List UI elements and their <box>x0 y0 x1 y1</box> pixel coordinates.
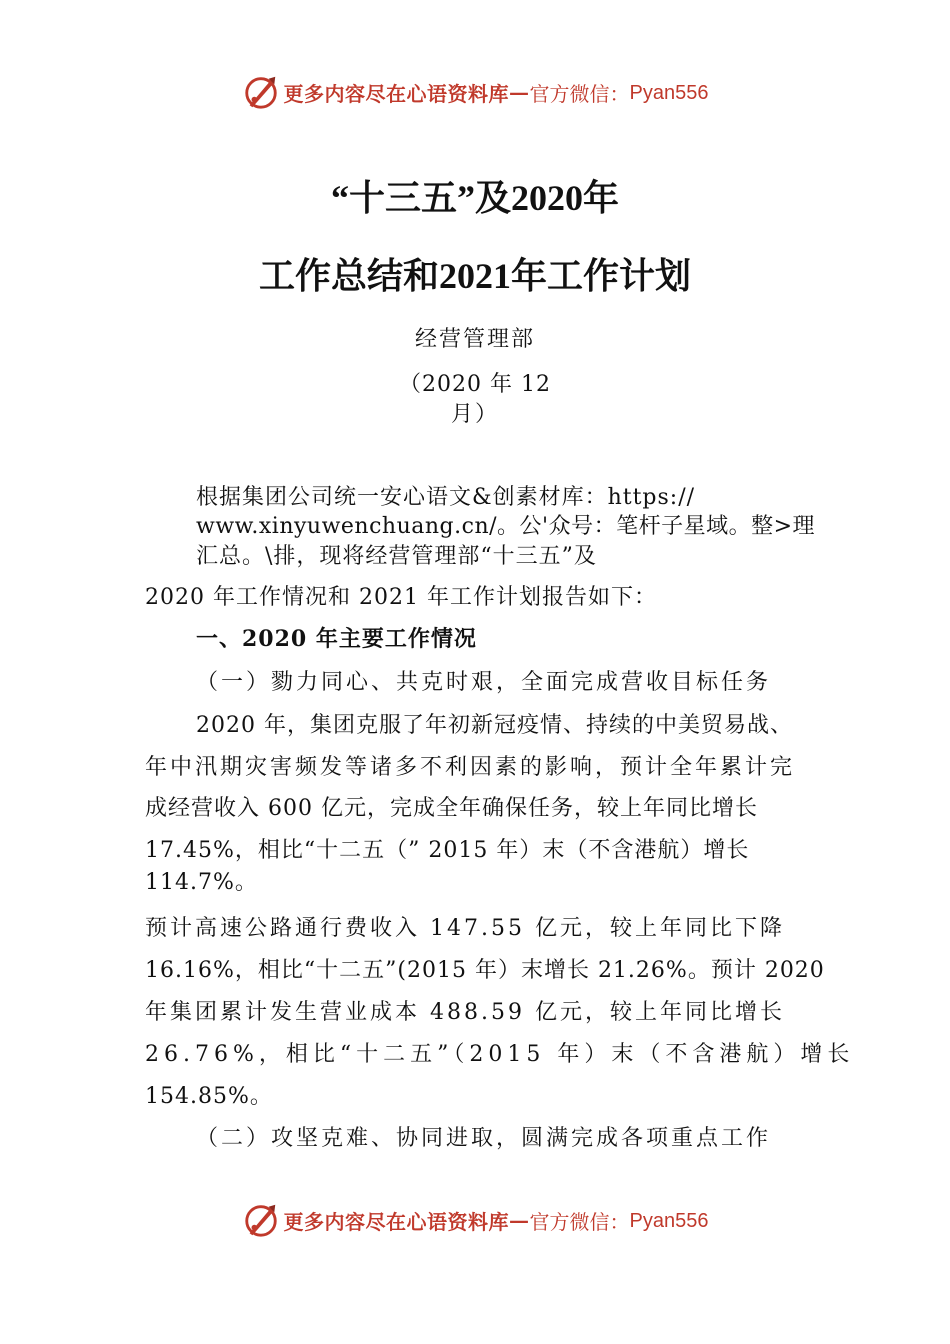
document-title-line-1: “十三五”及2020年 <box>330 178 619 218</box>
intro-line-1: 根据集团公司统一安心语文&创素材库：https:// <box>196 485 696 510</box>
watermark-banner-top <box>0 70 950 114</box>
wechat-id: Pyan556 <box>629 81 709 104</box>
brush-logo-icon <box>242 1201 280 1239</box>
para-2-line-4: 26.76%，相比“十二五”（2015 年）末（不含港航）增长 <box>145 1042 855 1067</box>
brush-logo-icon <box>242 73 280 111</box>
para-1-line-2: 年中汛期灾害频发等诸多不利因素的影响，预计全年累计完 <box>145 755 796 780</box>
para-1-line-3: 成经营收入 600 亿元，完成全年确保任务，较上年同比增长 <box>145 796 758 821</box>
wechat-id: Pyan556 <box>629 1209 709 1232</box>
intro-line-4: 2020 年工作情况和 2021 年工作计划报告如下： <box>145 585 657 610</box>
document-title-line-2: 工作总结和2021年工作计划 <box>258 256 691 296</box>
subsection-1-heading: （一）勠力同心、共克时艰，全面完成营收目标任务 <box>196 670 772 695</box>
watermark-text: 更多内容尽在心语资料库 <box>283 1209 510 1234</box>
para-2-line-3: 年集团累计发生营业成本 488.59 亿元，较上年同比增长 <box>145 1000 785 1025</box>
subsection-2-heading: （二）攻坚克难、协同进取，圆满完成各项重点工作 <box>196 1126 772 1151</box>
wechat-label: 官方微信： <box>529 1209 630 1234</box>
watermark-text: 更多内容尽在心语资料库 <box>283 81 510 106</box>
section-1-heading: 一、2020 年主要工作情况 <box>196 626 477 652</box>
intro-line-3: 汇总。\排，现将经营管理部“十三五”及 <box>196 544 597 569</box>
para-1-line-4: 17.45%，相比“十二五（” 2015 年）末（不含港航）增长 <box>145 838 750 863</box>
department-name: 经营管理部 <box>414 327 535 352</box>
para-2-line-2: 16.16%，相比“十二五”(2015 年）末增长 21.26%。预计 2020 <box>145 958 825 983</box>
date-line-2: 月） <box>450 402 499 427</box>
wechat-label: 官方微信： <box>529 81 630 106</box>
para-1-line-5: 114.7%。 <box>145 870 258 895</box>
watermark-banner-bottom <box>0 1198 950 1242</box>
watermark-dash: — <box>509 1208 530 1232</box>
watermark-dash: — <box>509 80 530 104</box>
date-line-1: （2020 年 12 <box>399 372 551 397</box>
para-2-line-5: 154.85%。 <box>145 1084 273 1109</box>
intro-line-2: www.xinyuwenchuang.cn/。公'众号：笔杆子星域。整>理 <box>196 514 816 539</box>
para-2-line-1: 预计高速公路通行费收入 147.55 亿元，较上年同比下降 <box>145 916 785 941</box>
para-1-line-1: 2020 年，集团克服了年初新冠疫情、持续的中美贸易战、 <box>196 713 793 738</box>
